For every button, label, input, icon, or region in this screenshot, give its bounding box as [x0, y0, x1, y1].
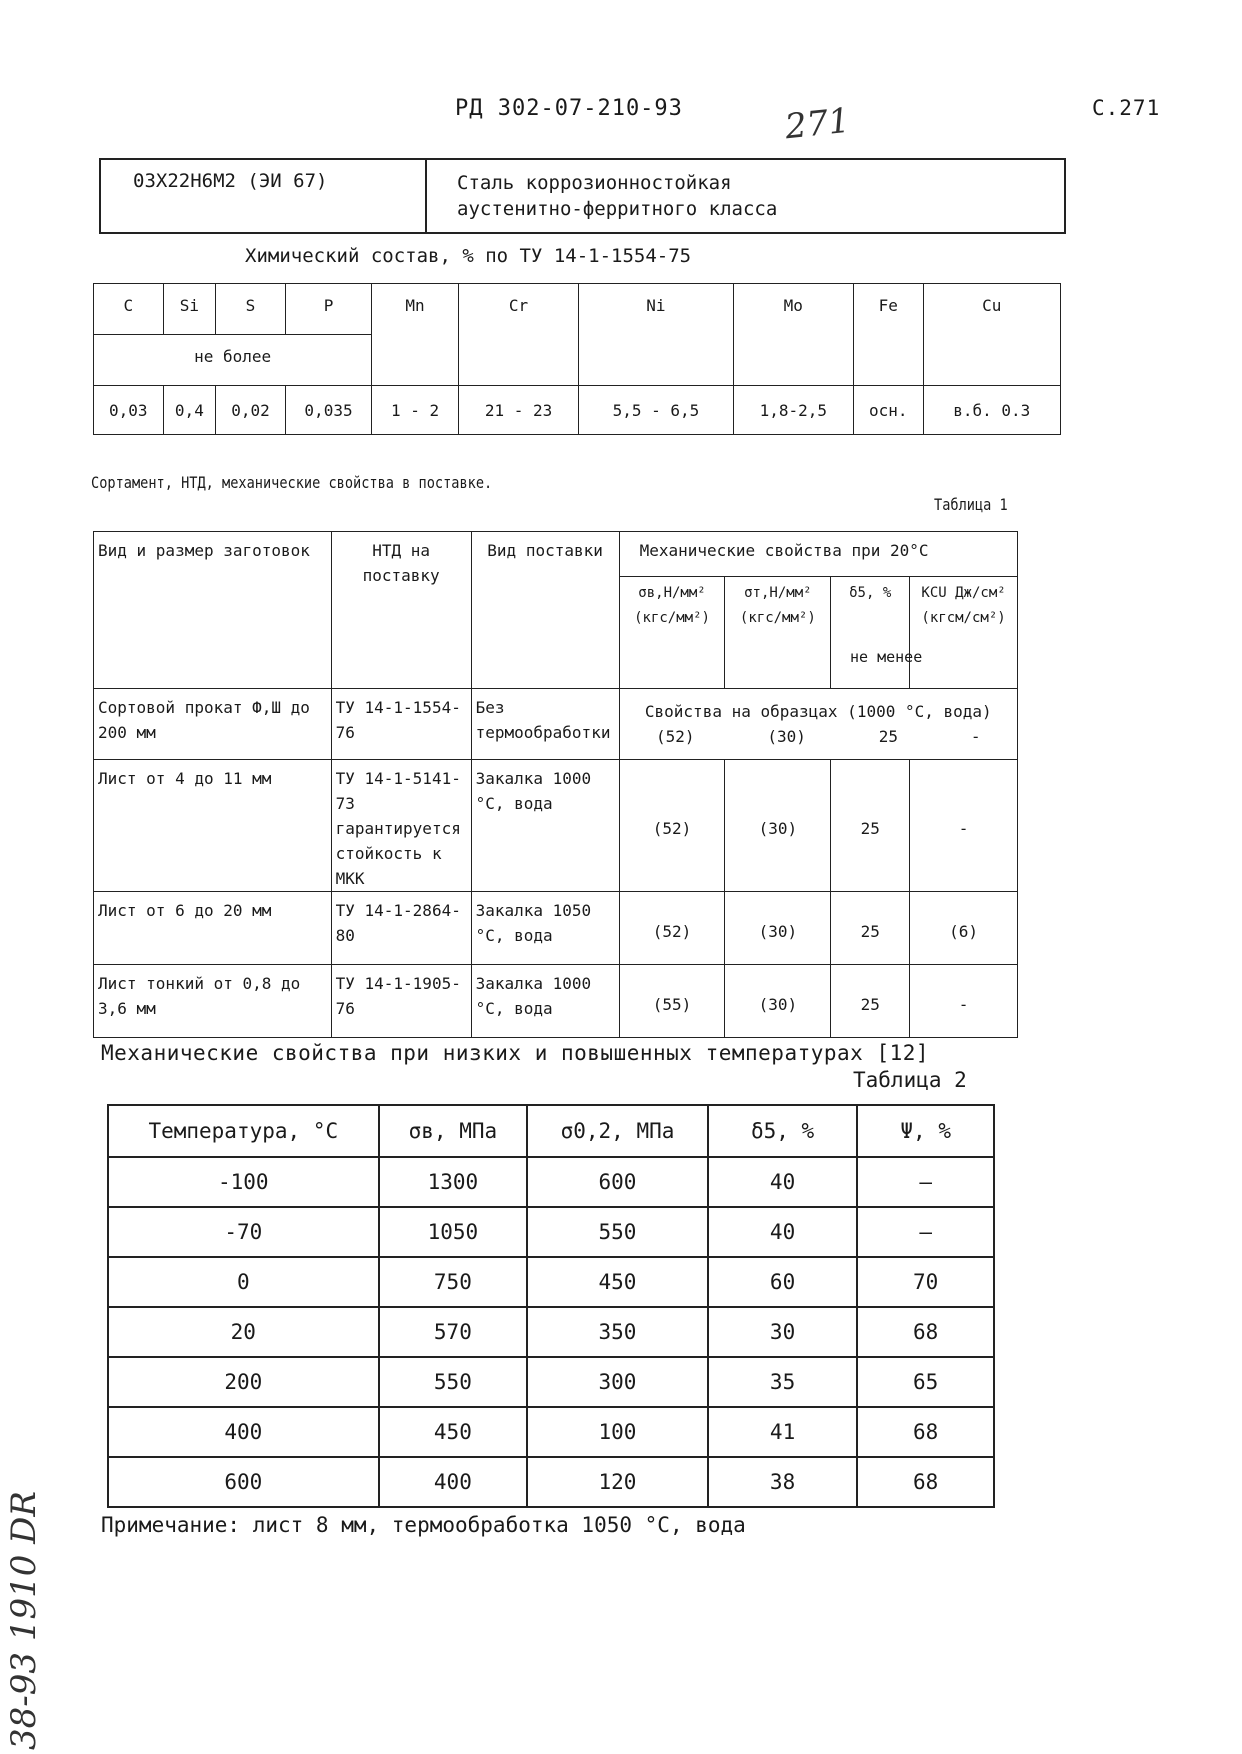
- cell: 35: [708, 1357, 858, 1407]
- sub-kcu: KCU Дж/см² (кгсм/см²): [910, 577, 1018, 689]
- document-code: РД 302-07-210-93: [455, 96, 683, 121]
- mech-header: Температура, °С: [108, 1105, 379, 1157]
- chem-value: 5,5 - 6,5: [579, 386, 733, 435]
- chem-value: 0,4: [163, 386, 216, 435]
- mech-header: σв, МПа: [379, 1105, 528, 1157]
- mech-header: δ5, %: [708, 1105, 858, 1157]
- grade-box: [99, 158, 1066, 234]
- row-ntd: ТУ 14-1-1554-76: [331, 689, 471, 760]
- row-type: Лист от 4 до 11 мм: [94, 760, 332, 892]
- assortment-title: Сортамент, НТД, механические свойства в поставке.: [91, 473, 493, 492]
- row-kcu: (6): [910, 892, 1018, 965]
- row-kcu: -: [910, 965, 1018, 1038]
- table-row: [94, 892, 1018, 965]
- table-row: [108, 1307, 994, 1357]
- cell: 450: [527, 1257, 708, 1307]
- chem-header: Mo: [733, 284, 853, 386]
- row-st: (30): [767, 727, 806, 746]
- cell: 400: [108, 1407, 379, 1457]
- chem-header: Si: [163, 284, 216, 335]
- cell: 750: [379, 1257, 528, 1307]
- row-st: (30): [725, 760, 831, 892]
- cell: 20: [108, 1307, 379, 1357]
- chem-header: Mn: [372, 284, 459, 386]
- chem-header: P: [285, 284, 372, 335]
- cell: 68: [857, 1407, 994, 1457]
- chem-header: Cr: [458, 284, 578, 386]
- col-mech-header: Механические свойства при 20°С: [619, 532, 1017, 577]
- row-d: 25: [831, 760, 910, 892]
- assortment-table: [93, 531, 1018, 1038]
- chem-value: 1,8-2,5: [733, 386, 853, 435]
- cell: 60: [708, 1257, 858, 1307]
- row-d: 25: [831, 892, 910, 965]
- cell: 450: [379, 1407, 528, 1457]
- row-st: (30): [725, 892, 831, 965]
- chem-value: в.б. 0.3: [923, 386, 1060, 435]
- cell: –: [857, 1207, 994, 1257]
- chemical-values-row: [94, 386, 1061, 435]
- cell: 0: [108, 1257, 379, 1307]
- grade-desc-line1: Сталь коррозионностойкая: [457, 172, 732, 194]
- table-row: [94, 760, 1018, 892]
- col-type-header: Вид и размер заготовок: [94, 532, 332, 689]
- mechanical-header-row: [108, 1105, 994, 1157]
- table-row: [108, 1357, 994, 1407]
- chemical-title: Химический состав, % по ТУ 14-1-1554-75: [245, 245, 692, 267]
- row-supply: Закалка 1000 °С, вода: [471, 965, 619, 1038]
- cell: 400: [379, 1457, 528, 1507]
- mech-header: σ0,2, МПа: [527, 1105, 708, 1157]
- cell: 40: [708, 1157, 858, 1207]
- mechanical-table: [107, 1104, 995, 1508]
- cell: 65: [857, 1357, 994, 1407]
- page-number: С.271: [1092, 96, 1161, 120]
- row-supply: Без термообработки: [471, 689, 619, 760]
- table-row: [94, 965, 1018, 1038]
- row-props: [619, 689, 1017, 760]
- row-ntd: ТУ 14-1-1905-76: [331, 965, 471, 1038]
- cell: 68: [857, 1457, 994, 1507]
- table-row: [108, 1407, 994, 1457]
- grade-name: 03Х22Н6М2 (ЭИ 67): [101, 160, 427, 232]
- row-kcu: -: [910, 760, 1018, 892]
- table-row: [108, 1457, 994, 1507]
- cell: 350: [527, 1307, 708, 1357]
- chem-value: 0,03: [94, 386, 164, 435]
- chem-value: 1 - 2: [372, 386, 459, 435]
- row-type: Лист от 6 до 20 мм: [94, 892, 332, 965]
- chem-header: Cu: [923, 284, 1060, 386]
- table-row: [94, 689, 1018, 760]
- chem-value: 0,02: [216, 386, 286, 435]
- row-st: (30): [725, 965, 831, 1038]
- table-row: [108, 1257, 994, 1307]
- row-sb: (52): [619, 892, 725, 965]
- table-row: [108, 1207, 994, 1257]
- row-props-note: Свойства на образцах (1000 °С, вода): [644, 702, 992, 721]
- grade-desc-line2: аустенитно-ферритного класса: [457, 198, 778, 220]
- row-props-values: [620, 724, 1017, 749]
- cell: 100: [527, 1407, 708, 1457]
- chem-header: Ni: [579, 284, 733, 386]
- sub-sb: σв,Н/мм² (кгс/мм²): [619, 577, 725, 689]
- chem-value: 0,035: [285, 386, 372, 435]
- cell: 200: [108, 1357, 379, 1407]
- cell: 30: [708, 1307, 858, 1357]
- mechanical-title: Механические свойства при низких и повышенных температурах [12]: [101, 1041, 930, 1065]
- chem-value: осн.: [854, 386, 924, 435]
- table1-label: Таблица 1: [934, 495, 1008, 514]
- cell: 1050: [379, 1207, 528, 1257]
- side-handwritten-note: 38-93 1910 DR: [4, 1490, 44, 1750]
- cell: -100: [108, 1157, 379, 1207]
- row-sb: (52): [656, 727, 695, 746]
- table2-label: Таблица 2: [853, 1068, 967, 1092]
- cell: –: [857, 1157, 994, 1207]
- row-sb: (55): [619, 965, 725, 1038]
- cell: 550: [379, 1357, 528, 1407]
- chem-value: 21 - 23: [458, 386, 578, 435]
- cell: 600: [108, 1457, 379, 1507]
- cell: 550: [527, 1207, 708, 1257]
- not-less-note: не менее: [850, 648, 923, 666]
- col-ntd-header: НТД на поставку: [331, 532, 471, 689]
- mech-header: Ψ, %: [857, 1105, 994, 1157]
- sub-d: δ5, %: [831, 577, 910, 689]
- row-kcu: -: [970, 727, 981, 746]
- row-type: Лист тонкий от 0,8 до 3,6 мм: [94, 965, 332, 1038]
- chem-header: C: [94, 284, 164, 335]
- row-d: 25: [878, 727, 899, 746]
- cell: 120: [527, 1457, 708, 1507]
- chem-header: S: [216, 284, 286, 335]
- chem-header: Fe: [854, 284, 924, 386]
- cell: 1300: [379, 1157, 528, 1207]
- handwritten-page-number: 271: [783, 100, 852, 148]
- cell: -70: [108, 1207, 379, 1257]
- assortment-header-row: [94, 532, 1018, 577]
- cell: 300: [527, 1357, 708, 1407]
- mechanical-note: Примечание: лист 8 мм, термообработка 1050 °С, вода: [101, 1513, 746, 1537]
- cell: 68: [857, 1307, 994, 1357]
- cell: 570: [379, 1307, 528, 1357]
- row-supply: Закалка 1050 °С, вода: [471, 892, 619, 965]
- row-ntd: ТУ 14-1-2864-80: [331, 892, 471, 965]
- cell: 41: [708, 1407, 858, 1457]
- row-ntd: ТУ 14-1-5141-73 гарантируется стойкость к МКК: [331, 760, 471, 892]
- cell: 40: [708, 1207, 858, 1257]
- chemical-header-row: [94, 284, 1061, 335]
- row-sb: (52): [619, 760, 725, 892]
- grade-description: [427, 160, 777, 232]
- row-d: 25: [831, 965, 910, 1038]
- col-supply-header: Вид поставки: [471, 532, 619, 689]
- sub-st: σт,Н/мм² (кгс/мм²): [725, 577, 831, 689]
- row-supply: Закалка 1000 °С, вода: [471, 760, 619, 892]
- chem-limit-note: не более: [94, 335, 372, 386]
- cell: 38: [708, 1457, 858, 1507]
- cell: 70: [857, 1257, 994, 1307]
- cell: 600: [527, 1157, 708, 1207]
- table-row: [108, 1157, 994, 1207]
- chemical-table: [93, 283, 1061, 435]
- row-type: Сортовой прокат Ф,Ш до 200 мм: [94, 689, 332, 760]
